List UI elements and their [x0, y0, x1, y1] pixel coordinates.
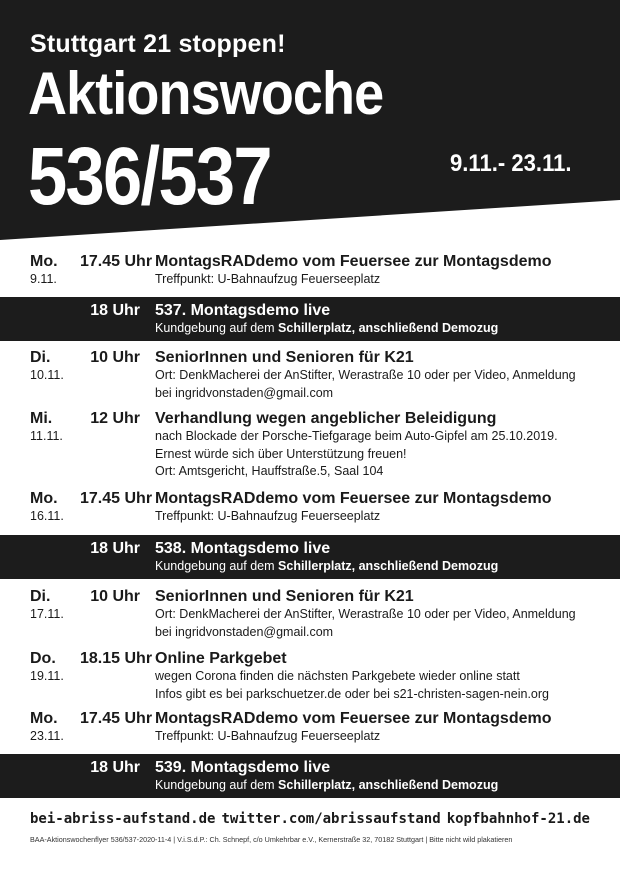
- header-date-range: 9.11.- 23.11.: [450, 150, 572, 177]
- event-desc-line: Ort: Amtsgericht, Hauffstraße.5, Saal 104: [155, 464, 384, 478]
- event-date: 11.11.: [30, 429, 63, 443]
- event-row: [0, 252, 620, 292]
- event-time: 17.45 Uhr: [80, 490, 153, 507]
- event-title: SeniorInnen und Senioren für K21: [155, 349, 414, 366]
- event-desc-line: [155, 320, 498, 338]
- event-time: 17.45 Uhr: [80, 253, 153, 270]
- event-day: Mo.: [30, 710, 58, 727]
- event-title: 538. Montagsdemo live: [155, 540, 331, 557]
- event-desc-line: Treffpunkt: U-Bahnaufzug Feuerseeplatz: [155, 729, 381, 743]
- event-time: 10 Uhr: [90, 588, 140, 605]
- header-title: Aktionswoche: [28, 60, 384, 127]
- event-desc-line: Infos gibt es bei parkschuetzer.de oder bei s21-christen-sagen-nein.org: [155, 686, 549, 701]
- event-time: 12 Uhr: [90, 410, 140, 427]
- event-desc-prefix: Kundgebung auf dem: [155, 559, 279, 573]
- footer-link-website[interactable]: bei-abriss-aufstand.de: [30, 811, 216, 827]
- event-desc-bold: Schillerplatz, anschließend Demozug: [278, 321, 499, 335]
- event-desc-line: bei ingridvonstaden@gmail.com: [155, 385, 334, 400]
- event-time: 18 Uhr: [90, 540, 140, 557]
- event-day: Mo.: [30, 490, 58, 507]
- event-row: [0, 348, 620, 408]
- event-title: Online Parkgebet: [155, 650, 287, 667]
- event-row: [0, 409, 620, 489]
- header-numbers: 536/537: [28, 131, 271, 222]
- event-desc-line: nach Blockade der Porsche-Tiefgarage beim Auto-Gipfel am 25.10.2019.: [155, 429, 558, 443]
- event-desc-line: [155, 777, 498, 795]
- event-date: 10.11.: [30, 368, 64, 382]
- event-desc-line: Ort: DenkMacherei der AnStifter, Werastraße 10 oder per Video, Anmeldung: [155, 368, 576, 382]
- imprint-text: BAA-Aktionswochenflyer 536/537-2020-11-4 | V.i.S.d.P.: Ch. Schnepf, c/o Umkehrbar e.V., Kernerstraße 32, 70182 Stuttgart | Bitte nicht wild plakatieren: [30, 835, 513, 844]
- event-date: 9.11.: [30, 272, 57, 286]
- event-day: Mi.: [30, 410, 53, 427]
- event-time: 10 Uhr: [90, 349, 140, 366]
- event-date: 17.11.: [30, 607, 64, 621]
- event-title: Verhandlung wegen angeblicher Beleidigung: [155, 410, 497, 427]
- event-desc-line: Ort: DenkMacherei der AnStifter, Werastraße 10 oder per Video, Anmeldung: [155, 607, 576, 621]
- event-date: 16.11.: [30, 509, 64, 523]
- footer-link-kopfbahnhof[interactable]: kopfbahnhof-21.de: [446, 811, 590, 827]
- event-day: Di.: [30, 349, 51, 366]
- footer-link-twitter[interactable]: twitter.com/abrissaufstand: [221, 811, 441, 827]
- event-time: 18 Uhr: [90, 759, 140, 776]
- event-title: 537. Montagsdemo live: [155, 302, 331, 319]
- event-time: 18.15 Uhr: [80, 650, 153, 667]
- event-title: MontagsRADdemo vom Feuersee zur Montagsdemo: [155, 253, 552, 270]
- event-day: Do.: [30, 650, 56, 667]
- event-title: 539. Montagsdemo live: [155, 759, 331, 776]
- event-desc-prefix: Kundgebung auf dem: [155, 321, 279, 335]
- event-time: 17.45 Uhr: [80, 710, 153, 727]
- event-desc-line: Treffpunkt: U-Bahnaufzug Feuerseeplatz: [155, 509, 381, 523]
- event-row: [0, 587, 620, 647]
- event-desc-line: Treffpunkt: U-Bahnaufzug Feuerseeplatz: [155, 272, 381, 286]
- footer-links: [30, 811, 590, 827]
- event-day: Di.: [30, 588, 51, 605]
- event-desc-line: wegen Corona finden die nächsten Parkgebete wieder online statt: [155, 669, 520, 683]
- header-banner: [0, 0, 620, 250]
- event-row-highlight: [0, 754, 620, 798]
- event-desc-line: Ernest würde sich über Unterstützung freuen!: [155, 446, 407, 461]
- event-desc-line: bei ingridvonstaden@gmail.com: [155, 624, 334, 639]
- event-date: 23.11.: [30, 729, 64, 743]
- event-title: MontagsRADdemo vom Feuersee zur Montagsdemo: [155, 490, 552, 507]
- event-desc-prefix: Kundgebung auf dem: [155, 778, 279, 792]
- event-time: 18 Uhr: [90, 302, 140, 319]
- event-desc-bold: Schillerplatz, anschließend Demozug: [278, 778, 499, 792]
- event-row: [0, 649, 620, 709]
- event-day: Mo.: [30, 253, 58, 270]
- event-title: MontagsRADdemo vom Feuersee zur Montagsdemo: [155, 710, 552, 727]
- event-desc-line: [155, 558, 498, 576]
- header-subtitle: Stuttgart 21 stoppen!: [30, 30, 286, 58]
- event-row: [0, 489, 620, 529]
- event-date: 19.11.: [30, 669, 64, 683]
- event-desc-bold: Schillerplatz, anschließend Demozug: [278, 559, 499, 573]
- event-title: SeniorInnen und Senioren für K21: [155, 588, 414, 605]
- event-row: [0, 709, 620, 749]
- event-row-highlight: [0, 297, 620, 341]
- event-row-highlight: [0, 535, 620, 579]
